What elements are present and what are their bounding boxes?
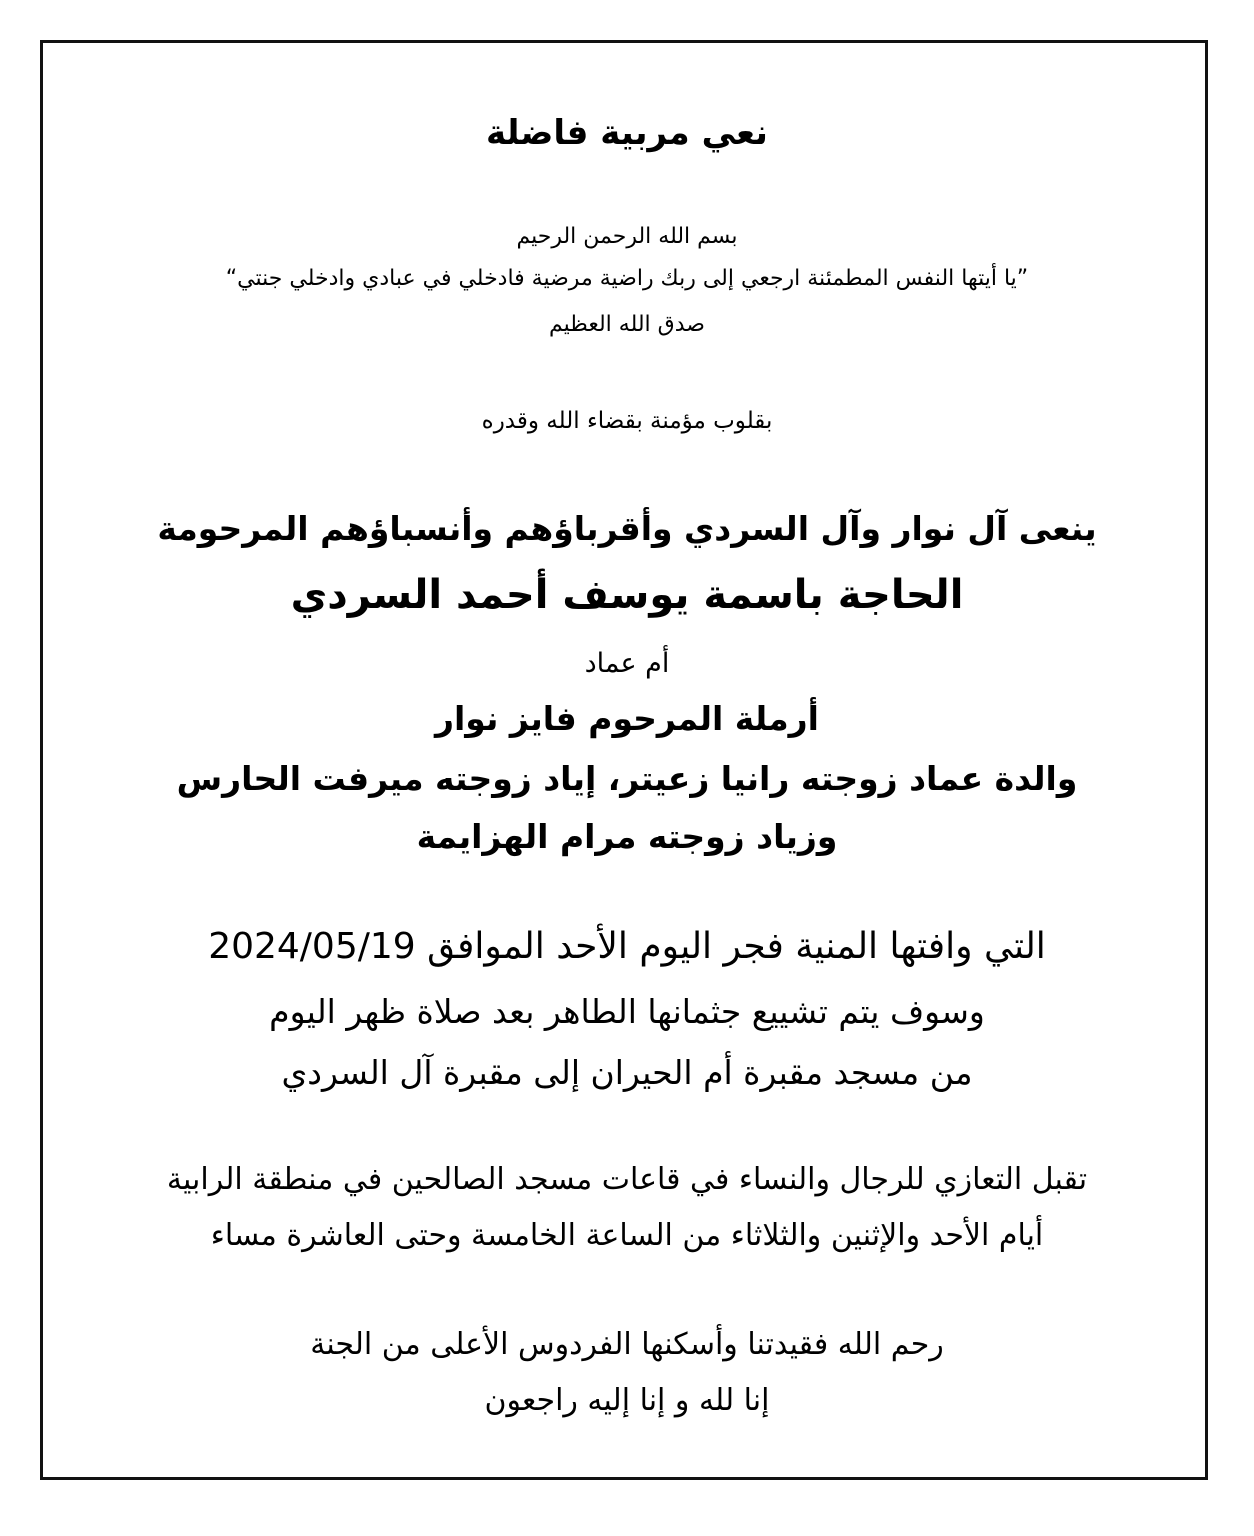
- children-line-2: وزياد زوجته مرام الهزايمة: [416, 817, 838, 856]
- condolences-times: أيام الأحد والإثنين والثلاثاء من الساعة الخامسة وحتى العاشرة مساء: [210, 1218, 1044, 1253]
- death-date-line: التي وافتها المنية فجر اليوم الأحد الموافق 2024/05/19: [208, 926, 1046, 967]
- prayer-line-1: رحم الله فقيدتنا وأسكنها الفردوس الأعلى من الجنة: [310, 1327, 944, 1362]
- widow-of-line: أرملة المرحوم فايز نوار: [434, 699, 819, 738]
- burial-line: من مسجد مقبرة أم الحيران إلى مقبرة آل السردي: [281, 1053, 973, 1092]
- quran-verse: ”يا أيتها النفس المطمئنة ارجعي إلى ربك راضية مرضية فادخلي في عبادي وادخلي جنتي“: [225, 266, 1029, 291]
- deceased-kunya: أم عماد: [584, 648, 670, 679]
- faith-line: بقلوب مؤمنة بقضاء الله وقدره: [481, 408, 773, 434]
- condolences-location: تقبل التعازي للرجال والنساء في قاعات مسجد الصالحين في منطقة الرابية: [166, 1162, 1088, 1197]
- deceased-name: الحاجة باسمة يوسف أحمد السردي: [290, 572, 964, 618]
- announcement-line: ينعى آل نوار وآل السردي وأقرباؤهم وأنسباؤهم المرحومة: [157, 509, 1097, 548]
- children-line-1: والدة عماد زوجته رانيا زعيتر، إياد زوجته ميرفت الحارس: [176, 759, 1078, 798]
- verse-closing: صدق الله العظيم: [549, 312, 705, 337]
- basmala: بسم الله الرحمن الرحيم: [516, 224, 738, 249]
- funeral-line: وسوف يتم تشييع جثمانها الطاهر بعد صلاة ظهر اليوم: [269, 992, 985, 1031]
- prayer-line-2: إنا لله و إنا إليه راجعون: [484, 1383, 770, 1418]
- obituary-title: نعي مربية فاضلة: [486, 113, 768, 153]
